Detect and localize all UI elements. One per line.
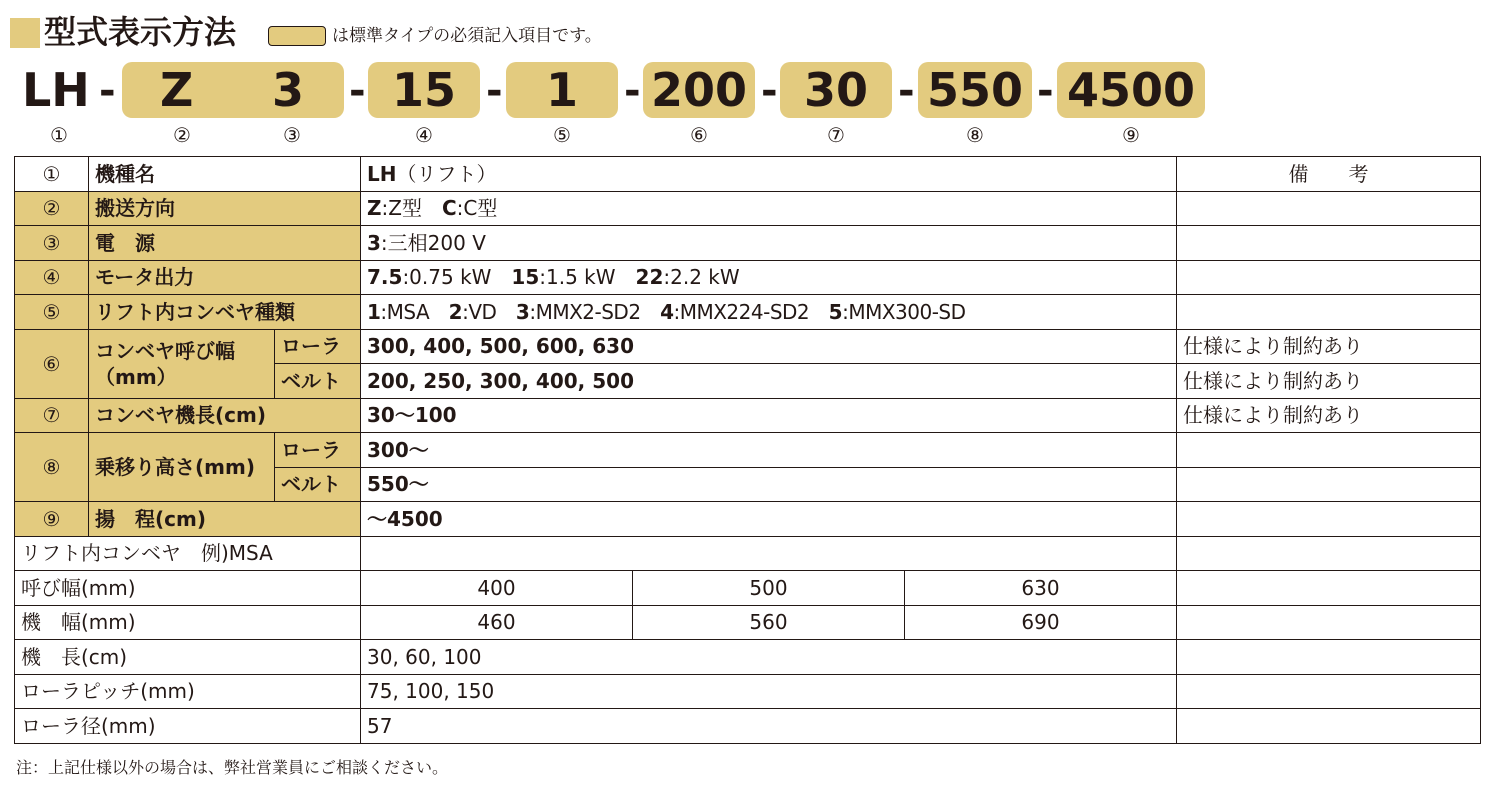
row-value: 200, 250, 300, 400, 500 [361,364,1177,399]
spec-value: 690 [905,605,1177,640]
code-number: ⑥ [690,123,708,147]
row-label: 搬送方向 [89,191,361,226]
row-label: 機種名 [89,157,361,192]
remark-cell [1177,709,1481,744]
code-part-550: 550 [918,62,1032,118]
code-box-2-3 [122,62,344,118]
row-label-line: （mm） [95,364,177,389]
row-value [361,157,1177,192]
spec-value: 460 [361,605,633,640]
code-part-3: 3 [272,63,305,117]
remark-cell [1177,226,1481,261]
remark-cell [1177,571,1481,606]
code-part-200: 200 [643,62,755,118]
row-value [361,260,1177,295]
row-number: ⑤ [15,295,89,330]
spec-label: 呼び幅(mm) [15,571,361,606]
code-part-z: Z [160,63,194,117]
legend-text: は標準タイプの必須記入項目です。 [332,26,602,46]
code-number: ③ [283,123,301,147]
value-key: 7.5 [367,265,403,290]
table-row [15,709,1481,744]
remark-cell [1177,260,1481,295]
value-text: :MMX2-SD2 [529,299,641,324]
remark-cell [1177,536,1481,571]
spec-title: リフト内コンベヤ 例)MSA [15,536,361,571]
spec-value: 57 [361,709,1177,744]
value-text: :0.75 kW [402,265,492,290]
code-dash: - [898,68,915,114]
code-dash: - [1037,68,1054,114]
code-dash: - [486,68,503,114]
code-number: ⑤ [553,123,571,147]
value-key: Z [367,196,382,221]
code-part-30: 30 [780,62,892,118]
value-key: LH [367,161,397,186]
spec-table [14,156,1481,744]
table-row [15,536,1481,571]
legend-swatch [268,26,326,46]
table-row [15,191,1481,226]
row-label: コンベヤ機長(cm) [89,398,361,433]
value-key: C [441,196,457,221]
code-dash: - [624,68,641,114]
remark-cell [1177,605,1481,640]
remark-cell [1177,191,1481,226]
code-dash: - [761,68,778,114]
value-key: 22 [635,265,664,290]
remark-cell: 仕様により制約あり [1177,364,1481,399]
row-value [361,191,1177,226]
code-number: ⑧ [966,123,984,147]
row-label: 乗移り高さ(mm) [89,433,275,502]
spec-value: 560 [633,605,905,640]
remark-cell [1177,502,1481,537]
footnote: 注：上記仕様以外の場合は、弊社営業員にご相談ください。 [16,758,449,777]
value-text: :MSA [380,299,430,324]
row-label [89,329,275,398]
row-value: 30〜100 [361,398,1177,433]
remark-cell [1177,640,1481,675]
value-key: 1 [367,299,381,324]
row-number: ① [15,157,89,192]
value-key: 2 [448,299,463,324]
remark-cell: 仕様により制約あり [1177,329,1481,364]
row-number: ② [15,191,89,226]
spec-value: 500 [633,571,905,606]
code-number: ⑨ [1122,123,1140,147]
code-number: ④ [415,123,433,147]
value-key: 3 [515,299,530,324]
code-dash: - [99,68,116,114]
table-row [15,433,1481,468]
row-number: ⑥ [15,329,89,398]
code-number: ① [50,123,68,147]
code-dash: - [349,68,366,114]
value-key: 4 [660,299,674,324]
spec-label: ローラ径(mm) [15,709,361,744]
spec-label: ローラピッチ(mm) [15,674,361,709]
table-row [15,398,1481,433]
table-row [15,157,1481,192]
row-number: ⑧ [15,433,89,502]
code-part-15: 15 [368,62,480,118]
row-label: 電 源 [89,226,361,261]
code-number: ② [173,123,191,147]
remarks-header: 備 考 [1177,157,1481,192]
value-key: 15 [511,265,540,290]
value-text: :2.2 kW [663,265,740,290]
code-part-1: 1 [506,62,618,118]
value-text: :1.5 kW [539,265,616,290]
value-text: :Z型 [381,196,422,221]
table-row [15,260,1481,295]
spec-value: 30, 60, 100 [361,640,1177,675]
value-key: 3 [367,230,381,255]
table-row [15,674,1481,709]
table-row [15,502,1481,537]
value-key: 5 [828,299,843,324]
row-number: ⑦ [15,398,89,433]
sub-label: ローラ [275,433,361,468]
code-prefix: LH [22,63,90,117]
remark-cell: 仕様により制約あり [1177,398,1481,433]
title-marker [10,18,40,48]
row-label: 揚 程(cm) [89,502,361,537]
spec-label: 機 長(cm) [15,640,361,675]
table-row [15,640,1481,675]
sub-label: ベルト [275,364,361,399]
remark-cell [1177,433,1481,468]
remark-cell [1177,674,1481,709]
row-value [361,295,1177,330]
spec-value: 400 [361,571,633,606]
value-text: （リフト） [396,161,497,186]
table-row [15,226,1481,261]
value-text: :C型 [456,196,498,221]
sub-label: ベルト [275,467,361,502]
row-value: 550〜 [361,467,1177,502]
remark-cell [1177,467,1481,502]
value-text: :三相200 V [380,230,486,255]
code-part-4500: 4500 [1057,62,1205,118]
value-text: :MMX300-SD [842,299,966,324]
row-value: 〜4500 [361,502,1177,537]
table-row [15,571,1481,606]
table-row [15,605,1481,640]
page-title: 型式表示方法 [44,13,237,51]
row-label: モータ出力 [89,260,361,295]
table-row [15,329,1481,364]
row-number: ③ [15,226,89,261]
row-number: ④ [15,260,89,295]
code-number: ⑦ [827,123,845,147]
row-label-line: コンベヤ呼び幅 [95,338,235,363]
spec-value: 630 [905,571,1177,606]
sub-label: ローラ [275,329,361,364]
value-text: :MMX224-SD2 [673,299,810,324]
row-label: リフト内コンベヤ種類 [89,295,361,330]
row-number: ⑨ [15,502,89,537]
row-value: 300〜 [361,433,1177,468]
spec-value: 75, 100, 150 [361,674,1177,709]
spec-label: 機 幅(mm) [15,605,361,640]
row-value [361,226,1177,261]
remark-cell [1177,295,1481,330]
row-value: 300, 400, 500, 600, 630 [361,329,1177,364]
value-text: :VD [462,299,497,324]
spec-cell [361,536,1177,571]
table-row [15,295,1481,330]
